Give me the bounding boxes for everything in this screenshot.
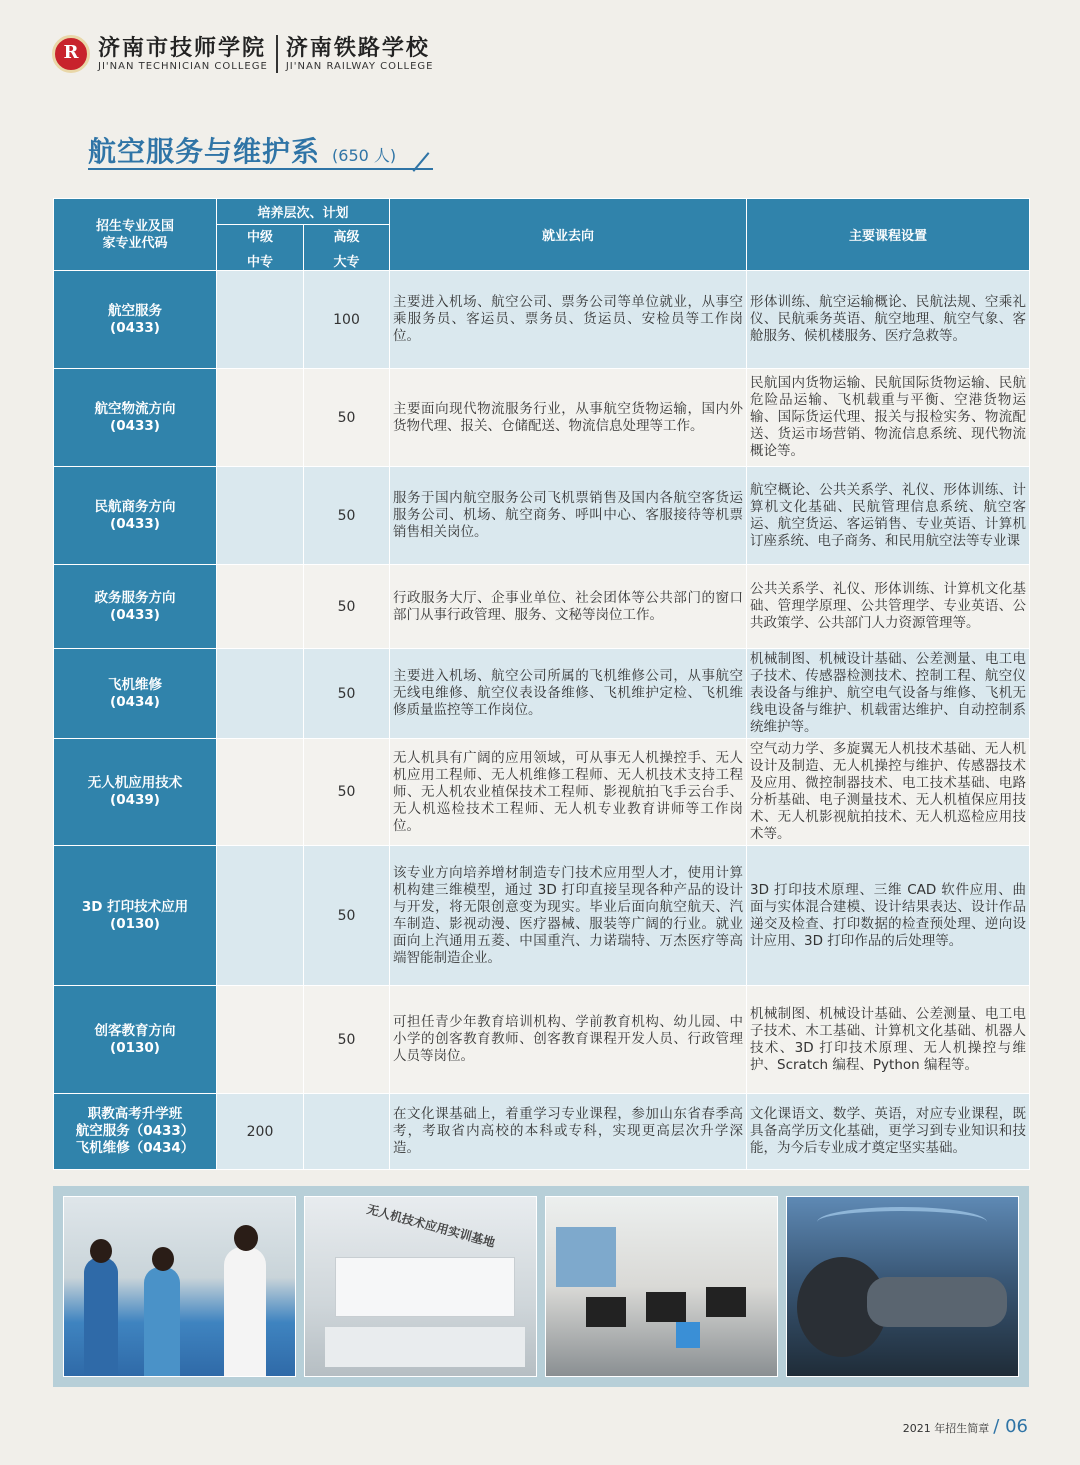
department-title: 航空服务与维护系 <box>88 135 321 168</box>
major-name: 无人机应用技术 (0439) <box>54 739 217 846</box>
student-count: (650 人) <box>332 146 397 165</box>
major-name: 航空服务 (0433) <box>54 271 217 369</box>
school-name-1 <box>98 35 268 73</box>
table-row <box>54 467 1030 565</box>
courses-cell: 形体训练、航空运输概论、民航法规、空乘礼仪、民航乘务英语、航空地理、航空气象、客舱服务、候机楼服务、医疗急救等。 <box>747 271 1030 369</box>
plan-mid: 200 <box>217 1094 304 1170</box>
page-header <box>52 32 434 76</box>
major-name: 民航商务方向 (0433) <box>54 467 217 565</box>
plan-mid <box>217 467 304 565</box>
plan-high: 50 <box>304 846 390 986</box>
plan-high: 50 <box>304 986 390 1094</box>
jobs-cell: 无人机具有广阔的应用领域，可从事无人机操控手、无人机应用工程师、无人机维修工程师、无人机技术支持工程师、无人机农业植保技术工程师、影视航拍飞手云台手、无人机巡检技术工程师、无人机专业教育讲师等工作岗位。 <box>390 739 747 846</box>
section-title <box>88 130 396 170</box>
photo-gallery <box>53 1186 1029 1387</box>
table-row <box>54 739 1030 846</box>
courses-cell: 航空概论、公共关系学、礼仪、形体训练、计算机文化基础、民航管理信息系统、航空客运、航空货运、客运销售、专业英语、计算机订座系统、电子商务、和民用航空法等专业课 <box>747 467 1030 565</box>
school-name-en: JI'NAN RAILWAY COLLEGE <box>285 61 434 72</box>
school-name-en: JI'NAN TECHNICIAN COLLEGE <box>98 61 268 72</box>
school-logo <box>52 35 90 73</box>
plan-high: 50 <box>304 565 390 649</box>
plan-mid <box>217 739 304 846</box>
jobs-cell: 服务于国内航空服务公司飞机票销售及国内各航空客货运服务公司、机场、航空商务、呼叫中心、客服接待等机票销售相关岗位。 <box>390 467 747 565</box>
table-row <box>54 846 1030 986</box>
title-underline <box>88 168 433 170</box>
photo-3d-printing-lab <box>545 1196 778 1377</box>
major-name: 职教高考升学班 航空服务（0433） 飞机维修（0434） <box>54 1094 217 1170</box>
courses-cell: 公共关系学、礼仪、形体训练、计算机文化基础、管理学原理、公共管理学、专业英语、公共政策学、公共部门人力资源管理等。 <box>747 565 1030 649</box>
plan-high: 50 <box>304 649 390 739</box>
plan-high: 50 <box>304 369 390 467</box>
table-row <box>54 565 1030 649</box>
photo-drone-lab <box>304 1196 537 1377</box>
table-row <box>54 1094 1030 1170</box>
header-courses: 主要课程设置 <box>747 199 1030 271</box>
plan-high <box>304 1094 390 1170</box>
header-divider <box>276 35 278 73</box>
plan-high: 50 <box>304 467 390 565</box>
courses-cell: 民航国内货物运输、民航国际货物运输、民航危险品运输、飞机载重与平衡、空港货物运输、国际货运代理、报关与报检实务、物流配送、货运市场营销、物流信息系统、现代物流概论等。 <box>747 369 1030 467</box>
courses-cell: 机械制图、机械设计基础、公差测量、电工电子技术、传感器检测技术、控制工程、航空仪表设备与维护、航空电气设备与维修、飞机无线电设备与维护、机载雷达维护、自动控制系统维护等。 <box>747 649 1030 739</box>
major-name: 3D 打印技术应用 (0130) <box>54 846 217 986</box>
plan-mid <box>217 271 304 369</box>
plan-mid <box>217 986 304 1094</box>
school-name-cn: 济南市技师学院 <box>98 35 267 61</box>
header-major: 招生专业及国家专业代码 <box>54 199 217 271</box>
header-jobs: 就业去向 <box>390 199 747 271</box>
table-row <box>54 986 1030 1094</box>
jobs-cell: 行政服务大厅、企事业单位、社会团体等公共部门的窗口部门从事行政管理、服务、文秘等岗位工作。 <box>390 565 747 649</box>
photo-engine-model <box>786 1196 1019 1377</box>
majors-table <box>53 198 1030 1170</box>
header-mid: 中级 中专 <box>217 225 304 271</box>
plan-mid <box>217 649 304 739</box>
jobs-cell: 主要进入机场、航空公司、票务公司等单位就业，从事空乘服务员、客运员、票务员、货运员、安检员等工作岗位。 <box>390 271 747 369</box>
courses-cell: 3D 打印技术原理、三维 CAD 软件应用、曲面与实体混合建模、设计结果表达、设计作品递交及检查、打印数据的检查预处理、逆向设计应用、3D 打印作品的后处理等。 <box>747 846 1030 986</box>
page-number: / 06 <box>993 1416 1028 1437</box>
jobs-cell: 在文化课基础上，着重学习专业课程，参加山东省春季高考，考取省内高校的本科或专科，实现更高层次升学深造。 <box>390 1094 747 1170</box>
plan-high: 50 <box>304 739 390 846</box>
courses-cell: 文化课语文、数学、英语，对应专业课程，既具备高学历文化基础，更学习到专业知识和技能，为今后专业成才奠定坚实基础。 <box>747 1094 1030 1170</box>
plan-high: 100 <box>304 271 390 369</box>
header-plan: 培养层次、计划 <box>217 199 390 225</box>
major-name: 政务服务方向 (0433) <box>54 565 217 649</box>
drone-lab-sign: 无人机技术应用实训基地 <box>365 1202 497 1250</box>
school-name-cn: 济南铁路学校 <box>285 35 430 61</box>
table-row <box>54 271 1030 369</box>
courses-cell: 机械制图、机械设计基础、公差测量、电工电子技术、木工基础、计算机文化基础、机器人技术、3D 打印技术原理、无人机操控与维护、Scratch 编程、Python 编程等。 <box>747 986 1030 1094</box>
footer-text: 2021 年招生简章 <box>902 1422 990 1435</box>
plan-mid <box>217 565 304 649</box>
jobs-cell: 主要进入机场、航空公司所属的飞机维修公司，从事航空无线电维修、航空仪表设备维修、飞机维护定检、飞机维修质量监控等工作岗位。 <box>390 649 747 739</box>
header-high: 高级 大专 <box>304 225 390 271</box>
plan-mid <box>217 846 304 986</box>
major-name: 航空物流方向 (0433) <box>54 369 217 467</box>
major-name: 创客教育方向 (0130) <box>54 986 217 1094</box>
jobs-cell: 可担任青少年教育培训机构、学前教育机构、幼儿园、中小学的创客教育教师、创客教育课程开发人员、行政管理人员等岗位。 <box>390 986 747 1094</box>
jobs-cell: 主要面向现代物流服务行业，从事航空货物运输，国内外货物代理、报关、仓储配送、物流信息处理等工作。 <box>390 369 747 467</box>
school-name-2 <box>286 35 434 73</box>
plan-mid <box>217 369 304 467</box>
major-name: 飞机维修 (0434) <box>54 649 217 739</box>
jobs-cell: 该专业方向培养增材制造专门技术应用型人才，使用计算机构建三维模型，通过 3D 打印直接呈现各种产品的设计与开发，将无限创意变为现实。毕业后面向航空航天、汽车制造、影视动漫、医疗器械、服装等广阔的行业。就业面向上汽通用五菱、中国重汽、力诺瑞特、万杰医疗等高端智能制造企业。 <box>390 846 747 986</box>
photo-flight-attendants <box>63 1196 296 1377</box>
table-row <box>54 649 1030 739</box>
table-row <box>54 369 1030 467</box>
courses-cell: 空气动力学、多旋翼无人机技术基础、无人机设计及制造、无人机操控与维护、传感器技术及应用、微控制器技术、电工技术基础、电路分析基础、电子测量技术、无人机植保应用技术、无人机影视航拍技术、无人机巡检应用技术等。 <box>747 739 1030 846</box>
page-footer <box>903 1416 1028 1437</box>
